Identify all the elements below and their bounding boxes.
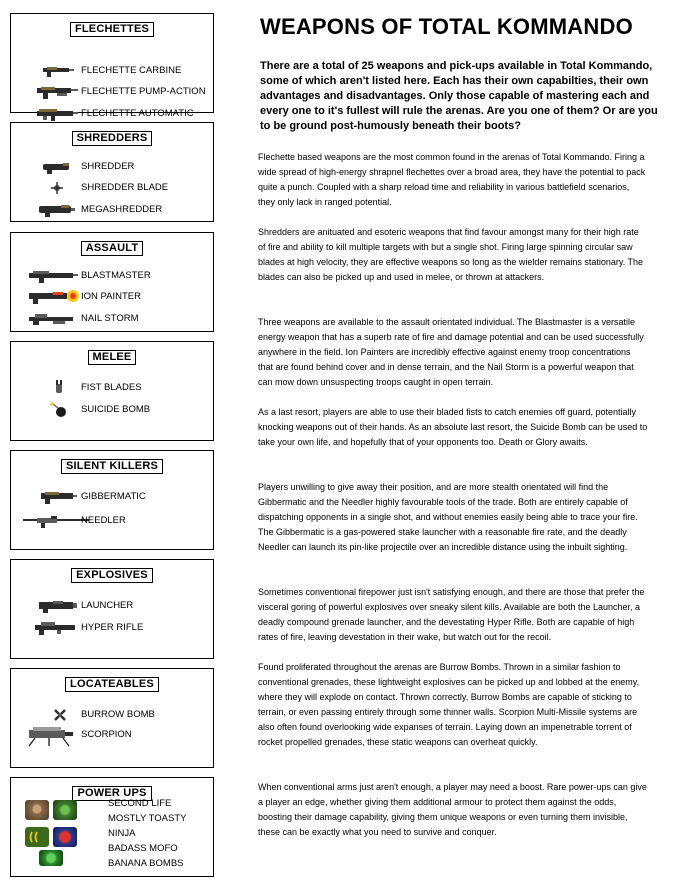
powerup-label: NINJA — [108, 828, 136, 839]
shredder-blade-icon — [23, 180, 79, 196]
category-title: POWER UPS — [72, 786, 151, 801]
category-box-power-ups — [10, 777, 214, 877]
ion-painter-icon — [23, 289, 79, 305]
shredders-paragraph: Shredders are anituated and esoteric weapons that find favour amongst many for their high rate of fire and ability to kill multiple targets with but a single shot. Firing large spinning circular saw blades at high velocity, they are effective weapons so long as the wielder remains stationary. The blades can also be picked up and used in melee, or thrown at attackers. — [258, 227, 644, 282]
weapon-item[interactable] — [11, 202, 213, 218]
category-box-melee — [10, 341, 214, 441]
mostly-toasty-icon — [53, 800, 77, 820]
scorpion-icon — [23, 724, 79, 748]
flechette-automatic-icon — [23, 106, 79, 122]
weapon-item[interactable] — [11, 402, 213, 418]
fist-blades-icon — [23, 380, 79, 396]
weapon-label: SHREDDER — [81, 161, 135, 172]
weapon-label: GIBBERMATIC — [81, 491, 146, 502]
category-box-locateables — [10, 668, 214, 768]
category-title: LOCATEABLES — [65, 677, 159, 692]
assault-paragraph: Three weapons are available to the assault orientated individual. The Blastmaster is a versatile energy weapon that has a superb rate of fire and damage potential and can be used successfully anywhere in the field. Ion Painters are incredibly effective against enemy troop concentrations that are found behind cover and in dense terrain, and the Nail Storm is a powerful weapon that can mow down unsuspecting troops caught in open terrain. — [258, 317, 644, 387]
weapon-item[interactable] — [11, 620, 213, 636]
powerup-label: BANANA BOMBS — [108, 858, 184, 869]
weapon-item[interactable] — [11, 489, 213, 505]
weapon-item[interactable] — [11, 159, 213, 175]
locateables-paragraph: Found proliferated throughout the arenas are Burrow Bombs. Thrown in a similar fashion to conventional grenades, these lightweight explosives can be picked up and lobbed at the enemy, where they will explode on contact. Thrown correctly, Burrow Bombs are capable of sticking to terrain, or even passing entirely through some thinner walls. Scorpion Multi-Missile systems are also often found overlooking wide expanses of terrain. Laying down an impenetrable torrent of rocket propelled grenades, these static weapons can overheat quickly. — [258, 662, 640, 747]
weapon-item[interactable] — [11, 106, 213, 122]
badass-mofo-icon — [53, 827, 77, 847]
needler-icon — [23, 513, 79, 529]
weapon-item[interactable] — [11, 707, 213, 723]
flechettes-paragraph: Flechette based weapons are the most common found in the arenas of Total Kommando. Firing a wide spread of high-energy shrapnel flechettes over a broad area, they have the potential to pack quite a punch. Coupled with a sharp reload time and reliability in various battlefield scenarios, they only lack in ranged potential. — [258, 152, 646, 207]
weapon-item[interactable] — [11, 84, 213, 100]
flechette-pump-action-icon — [23, 84, 79, 100]
weapon-label: FLECHETTE AUTOMATIC — [81, 108, 194, 119]
weapon-label: FLECHETTE PUMP-ACTION — [81, 86, 206, 97]
gibbermatic-icon — [23, 489, 79, 505]
powerup-label: SECOND LIFE — [108, 798, 172, 809]
weapon-label: SHREDDER BLADE — [81, 182, 169, 193]
suicide-bomb-icon — [23, 402, 79, 418]
megashredder-icon — [23, 202, 79, 218]
category-title: EXPLOSIVES — [71, 568, 153, 583]
powerup-label: MOSTLY TOASTY — [108, 813, 187, 824]
explosives-paragraph: Sometimes conventional firepower just isn't satisfying enough, and there are those that prefer the visceral goring of powerful explosives over sneaky silent kills. Available are both the Launcher, a deadly compound grenade launcher, and the devestating Hyper Rifle. Both are capable of high rates of fire, leaving devestation in their wake, but watch out for the recoil. — [258, 587, 645, 642]
category-box-explosives — [10, 559, 214, 659]
banana-bombs-icon — [39, 850, 63, 866]
category-title: SILENT KILLERS — [61, 459, 163, 474]
weapon-label: LAUNCHER — [81, 600, 134, 611]
power-ups-paragraph: When conventional arms just aren't enough, a player may need a boost. Rare power-ups can give a player an edge, whether giving them additional armour to protect them against the odds, boosting their damage capability, giving them unique weapons or even turning them invisible, these can be exactly what you need to survive and conquer. — [258, 782, 647, 837]
category-title: MELEE — [88, 350, 137, 365]
weapon-label: NAIL STORM — [81, 313, 139, 324]
weapon-label: NEEDLER — [81, 515, 126, 526]
weapon-label: MEGASHREDDER — [81, 204, 163, 215]
category-box-shredders — [10, 122, 214, 222]
flechette-carbine-icon — [23, 63, 79, 79]
silent-killers-paragraph: Players unwilling to give away their position, and are more stealth orientated will find the Gibbermatic and the Needler highly favourable tools of the trade. Both are entirely capable of dispatching opponents in a single shot, and without enemies easily being able to trace your fire. The Gibbermatic is a gas-powered stake launcher with a reasonable fire rate, and the deadly Needler can launch its pin-like projectile over an incredible distance using the inbuilt sighting. — [258, 482, 638, 552]
category-title: FLECHETTES — [70, 22, 154, 37]
shredder-icon — [23, 159, 79, 175]
weapon-label: BURROW BOMB — [81, 709, 155, 720]
ninja-icon — [25, 827, 49, 847]
weapon-item[interactable] — [11, 380, 213, 396]
weapon-item[interactable] — [11, 311, 213, 327]
nail-storm-icon — [23, 311, 79, 327]
category-title: ASSAULT — [81, 241, 144, 256]
weapon-item[interactable] — [11, 63, 213, 79]
category-box-assault — [10, 232, 214, 332]
weapon-label: HYPER RIFLE — [81, 622, 144, 633]
weapon-item[interactable] — [11, 180, 213, 196]
melee-paragraph: As a last resort, players are able to use their bladed fists to catch enemies off guard, potentially knocking weapons out of their hands. As an absolute last resort, the Suicide Bomb can be used to take your own life, and hopefully that of your opponents too. Death or Glory awaits. — [258, 407, 648, 447]
weapon-label: ION PAINTER — [81, 291, 141, 302]
intro-paragraph: There are a total of 25 weapons and pick-ups available in Total Kommando, some of which aren't listed here. Each has their own capabilties, their own advantages and disadvantages. Only those capable of mastering each and every one to it's fullest will rule the arenas. Are you one of them? Or are you to be ground post-humously beneath their boots? — [260, 60, 658, 132]
weapon-label: BLASTMASTER — [81, 270, 151, 281]
powerup-label: BADASS MOFO — [108, 843, 178, 854]
weapon-item[interactable] — [11, 289, 213, 305]
category-box-flechettes — [10, 13, 214, 119]
category-box-silent-killers — [10, 450, 214, 550]
weapon-label: FLECHETTE CARBINE — [81, 65, 182, 76]
blastmaster-icon — [23, 268, 79, 284]
hyper-rifle-icon — [23, 620, 79, 636]
category-title: SHREDDERS — [72, 131, 153, 146]
weapon-label: SUICIDE BOMB — [81, 404, 151, 415]
weapon-item[interactable] — [11, 598, 213, 614]
weapon-item[interactable] — [11, 727, 213, 743]
weapon-item[interactable] — [11, 513, 213, 529]
page-title: WEAPONS OF TOTAL KOMMANDO — [260, 14, 633, 39]
second-life-icon — [25, 800, 49, 820]
burrow-bomb-icon — [23, 707, 79, 723]
weapon-label: FIST BLADES — [81, 382, 142, 393]
launcher-icon — [23, 598, 79, 614]
weapon-item[interactable] — [11, 268, 213, 284]
weapon-label: SCORPION — [81, 729, 132, 740]
